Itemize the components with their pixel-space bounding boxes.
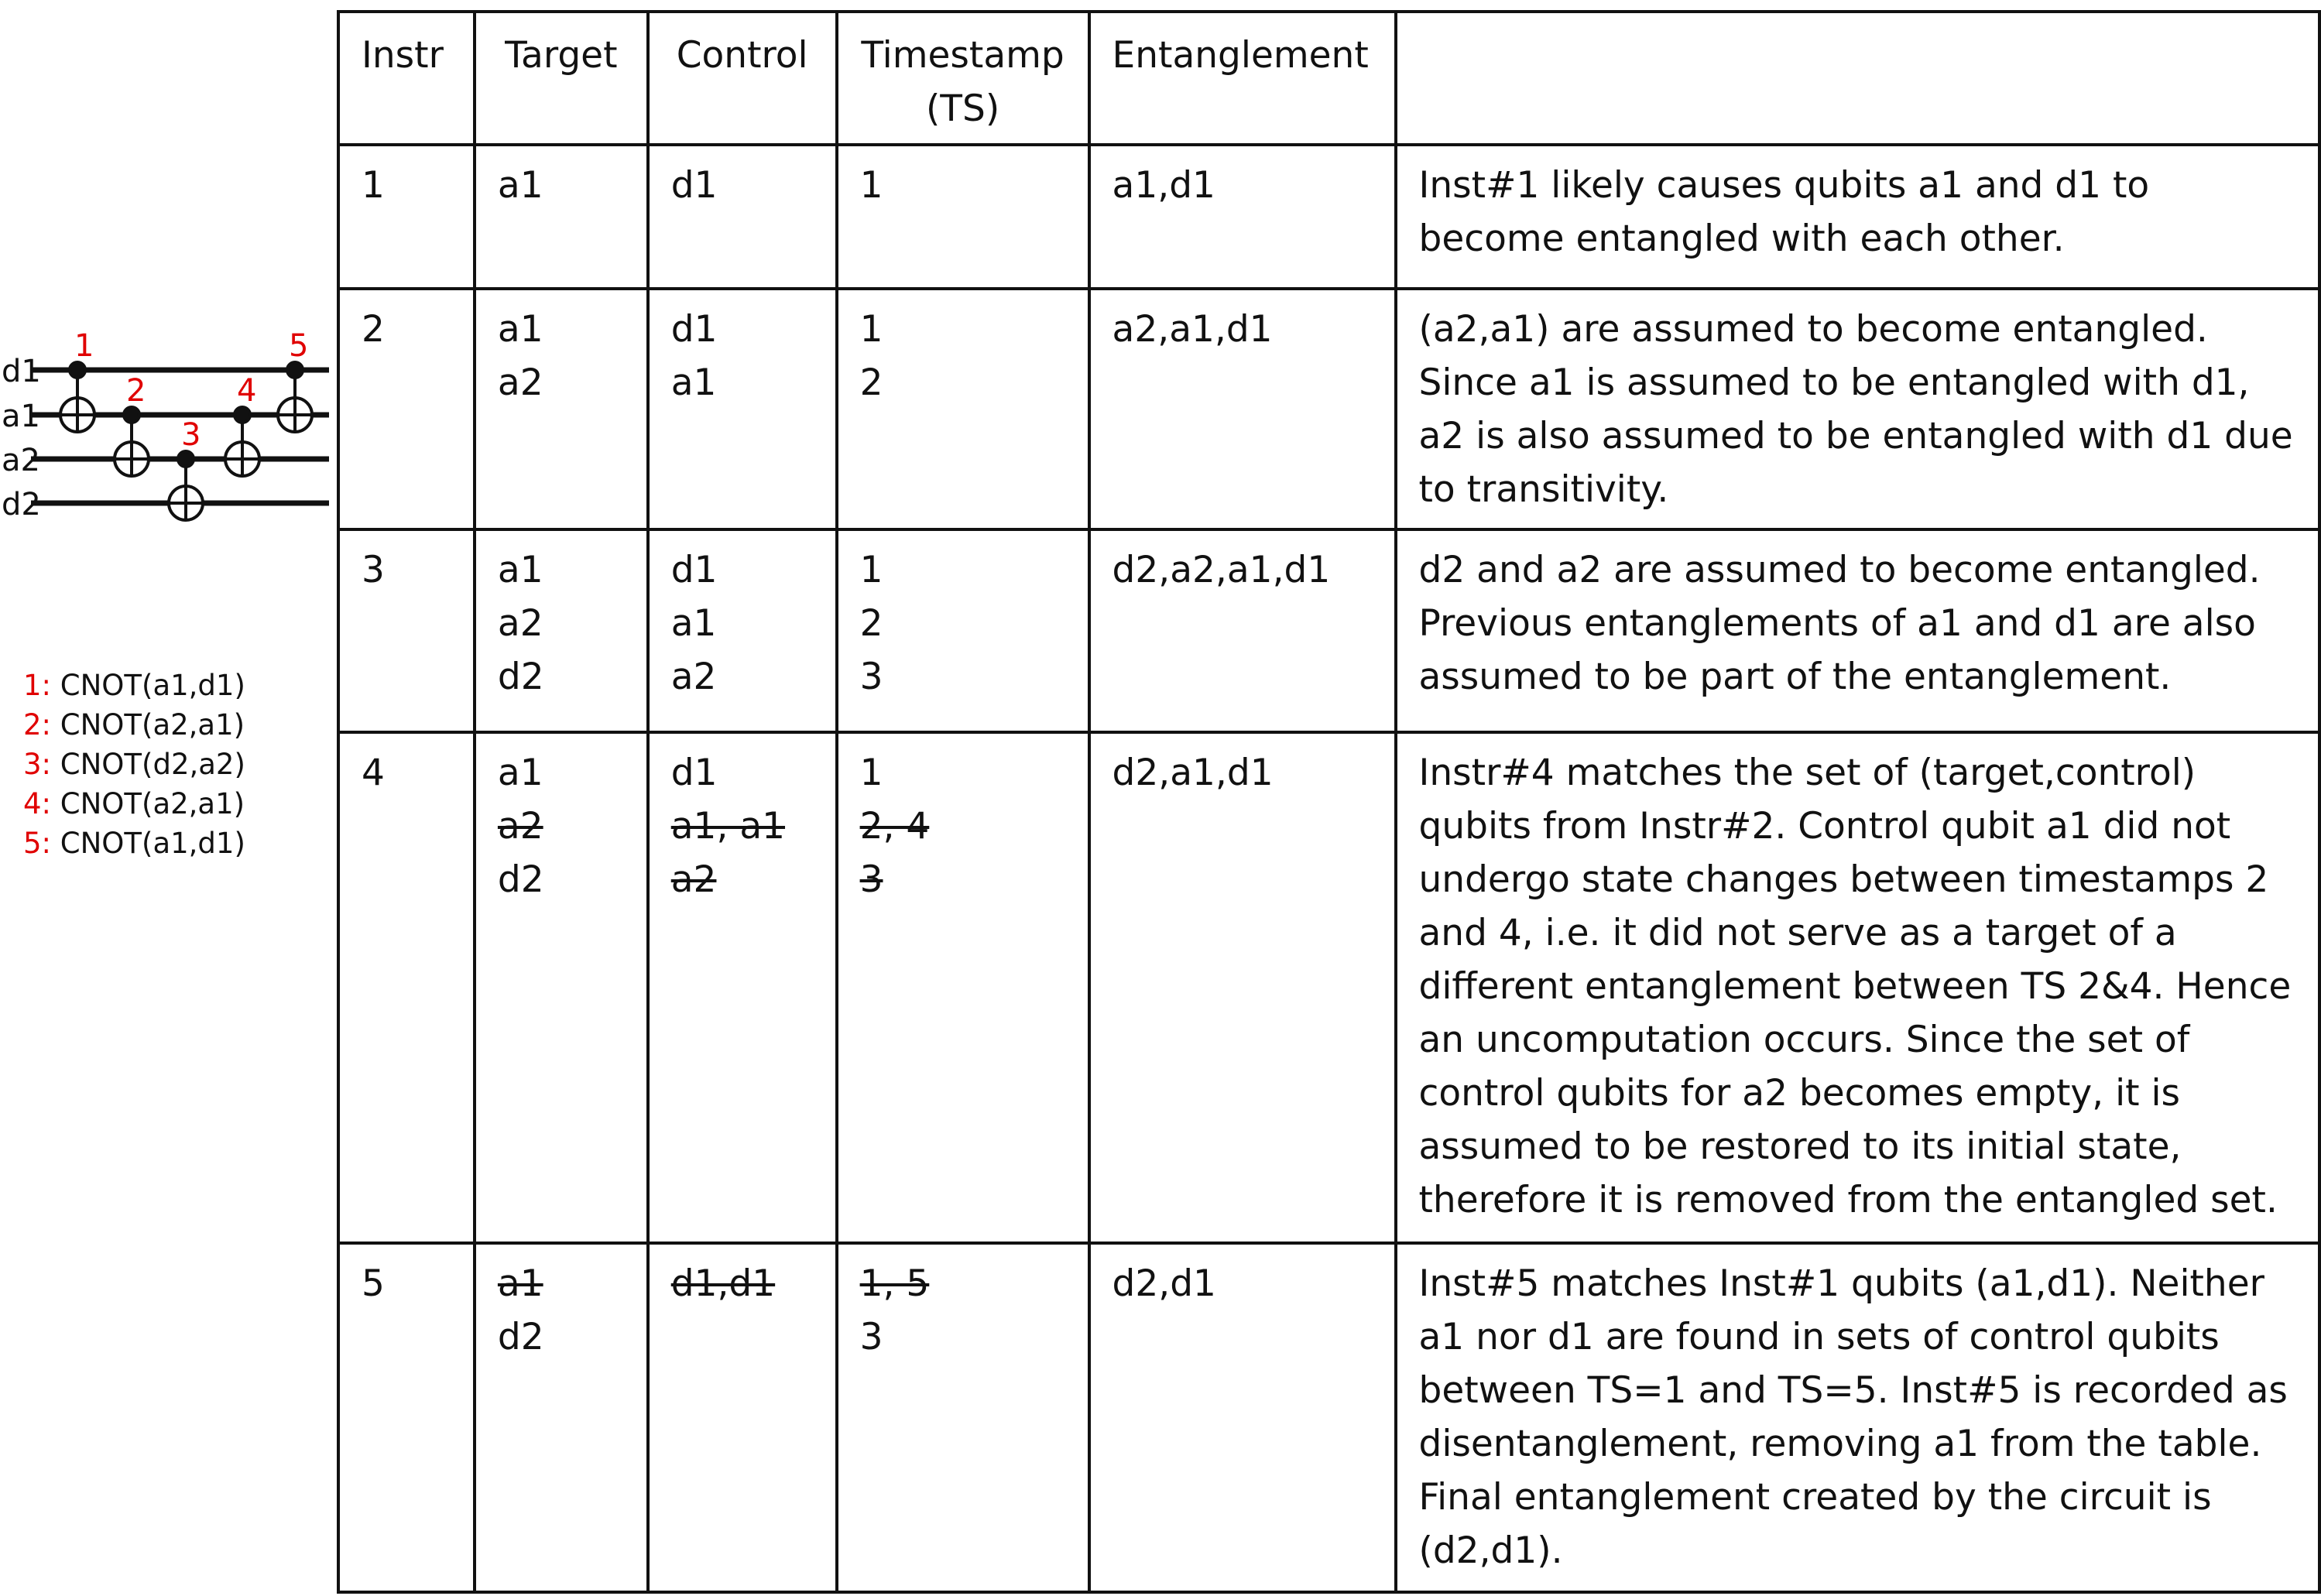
cell-target <box>475 1243 648 1592</box>
legend-item: 4: CNOT(a2,a1) <box>23 787 245 820</box>
cell-ts <box>837 529 1089 732</box>
ts-value-struck: 2, 4 <box>859 805 930 848</box>
gate-number-3: 3 <box>181 417 201 453</box>
ts-value: 1 <box>859 308 883 351</box>
cell-control <box>648 1243 837 1592</box>
cell-control <box>648 529 837 732</box>
gate-number-1: 1 <box>74 328 94 364</box>
cell-control <box>648 289 837 529</box>
cell-ts <box>837 289 1089 529</box>
cnot-circuit-diagram <box>0 310 333 534</box>
cell-instr: 1 <box>338 145 475 289</box>
ts-value: 1 <box>859 549 883 591</box>
cell-entanglement: d2,d1 <box>1089 1243 1396 1592</box>
cell-control <box>648 732 837 1243</box>
control-value-struck: a1, a1 <box>670 805 786 848</box>
table-body <box>338 145 2319 1592</box>
ts-value: 2 <box>859 602 883 645</box>
cell-entanglement: d2,a1,d1 <box>1089 732 1396 1243</box>
target-value-struck: a2 <box>497 805 543 848</box>
cell-ts <box>837 732 1089 1243</box>
cell-ts <box>837 1243 1089 1592</box>
cell-control <box>648 145 837 289</box>
cell-description: Inst#5 matches Inst#1 qubits (a1,d1). Neither a1 nor d1 are found in sets of control qubits between TS=1 and TS=5. Inst#5 is recorded as disentanglement, removing a1 from the table. Final entanglement created by the circuit is (d2,d1). <box>1396 1243 2320 1592</box>
table-row <box>338 732 2319 1243</box>
target-value: a2 <box>497 602 543 645</box>
cell-target <box>475 145 648 289</box>
ts-value: 3 <box>859 656 883 698</box>
header-control: Control <box>648 12 837 145</box>
control-value: a1 <box>670 361 717 404</box>
target-value: a1 <box>497 752 543 794</box>
cell-entanglement: d2,a2,a1,d1 <box>1089 529 1396 732</box>
entanglement-tracking-table <box>337 10 2321 1594</box>
cell-entanglement: a2,a1,d1 <box>1089 289 1396 529</box>
target-value: d2 <box>497 1316 544 1358</box>
ts-value-struck: 3 <box>859 858 883 901</box>
header-instr: Instr <box>338 12 475 145</box>
gate-number-5: 5 <box>289 328 309 364</box>
target-value: a1 <box>497 549 543 591</box>
cell-target <box>475 732 648 1243</box>
table-header-row <box>338 12 2319 145</box>
cell-ts <box>837 145 1089 289</box>
target-value: d2 <box>497 858 544 901</box>
control-value: d1 <box>670 752 718 794</box>
header-entanglement: Entanglement <box>1089 12 1396 145</box>
wire-label-a2: a2 <box>2 443 40 478</box>
target-value-struck: a1 <box>497 1262 543 1305</box>
gate-number-4: 4 <box>237 373 257 409</box>
ts-value: 3 <box>859 1316 883 1358</box>
circuit-wires <box>31 370 329 503</box>
cell-description: (a2,a1) are assumed to become entangled. Since a1 is assumed to be entangled with d1, a2 is also assumed to be entangled with d1 due to transitivity. <box>1396 289 2320 529</box>
target-value: a2 <box>497 361 543 404</box>
cell-description: Inst#1 likely causes qubits a1 and d1 to become entangled with each other. <box>1396 145 2320 289</box>
header-timestamp: Timestamp (TS) <box>837 12 1089 145</box>
table-row <box>338 529 2319 732</box>
legend-item: 5: CNOT(a1,d1) <box>23 827 245 860</box>
ts-value: 1 <box>859 164 883 207</box>
table-row <box>338 1243 2319 1592</box>
cell-instr: 2 <box>338 289 475 529</box>
control-value-struck: a2 <box>670 858 717 901</box>
control-value-struck: d1,d1 <box>670 1262 776 1305</box>
ts-value: 1 <box>859 752 883 794</box>
wire-label-d2: d2 <box>2 487 41 522</box>
cell-target <box>475 289 648 529</box>
legend-item: 3: CNOT(d2,a2) <box>23 748 245 781</box>
wire-label-a1: a1 <box>2 399 40 434</box>
control-value: d1 <box>670 308 718 351</box>
control-value: d1 <box>670 549 718 591</box>
header-target: Target <box>475 12 648 145</box>
cell-description: Instr#4 matches the set of (target,control) qubits from Instr#2. Control qubit a1 did not undergo state changes between timestamps 2 and 4, i.e. it did not serve as a target of a different entanglement between TS 2&4. Hence an uncomputation occurs. Since the set of control qubits for a2 becomes empty, it is assumed to be restored to its initial state, therefore it is removed from the entangled set. <box>1396 732 2320 1243</box>
control-value: d1 <box>670 164 718 207</box>
cell-entanglement: a1,d1 <box>1089 145 1396 289</box>
cell-target <box>475 529 648 732</box>
header-description <box>1396 12 2320 145</box>
cell-instr: 4 <box>338 732 475 1243</box>
gate-number-2: 2 <box>126 373 146 409</box>
cell-instr: 5 <box>338 1243 475 1592</box>
control-value: a1 <box>670 602 717 645</box>
table-row <box>338 145 2319 289</box>
legend-item: 2: CNOT(a2,a1) <box>23 708 245 741</box>
legend-item: 1: CNOT(a1,d1) <box>23 669 245 702</box>
cell-description: d2 and a2 are assumed to become entangled. Previous entanglements of a1 and d1 are also assumed to be part of the entanglement. <box>1396 529 2320 732</box>
table-row <box>338 289 2319 529</box>
gate-legend <box>23 666 245 863</box>
control-value: a2 <box>670 656 717 698</box>
ts-value-struck: 1, 5 <box>859 1262 930 1305</box>
target-value: d2 <box>497 656 544 698</box>
target-value: a1 <box>497 164 543 207</box>
wire-label-d1: d1 <box>2 354 41 389</box>
target-value: a1 <box>497 308 543 351</box>
cell-instr: 3 <box>338 529 475 732</box>
ts-value: 2 <box>859 361 883 404</box>
